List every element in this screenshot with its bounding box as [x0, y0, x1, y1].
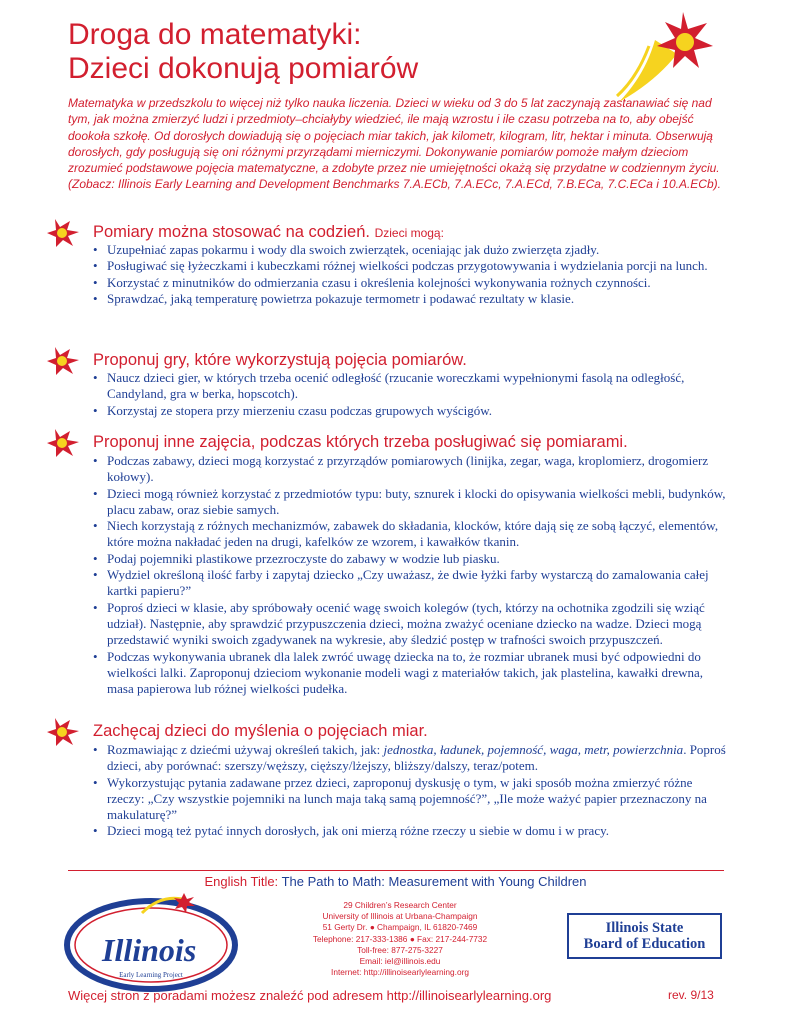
section-subtitle: Dzieci mogą:	[374, 226, 444, 240]
section-title	[93, 721, 428, 741]
list-item: • Podczas wykonywania ubranek dla lalek zwróć uwagę dziecka na to, że rozmiar ubranek musi być odpowiedni do wielkości lalki. Zaproponuj dzieciom wykonanie modeli wagi z materiałów takich, jak plastelina, kawałki drewna, masa papierowa lub różnej wielkości pudełka.	[93, 649, 729, 698]
list-item: • Posługiwać się łyżeczkami i kubeczkami różnej wielkości podczas przygotowywania i wydzielania porcji na lunch.	[93, 258, 729, 274]
contact-info	[290, 900, 510, 978]
list-item: • Podczas zabawy, dzieci mogą korzystać z przyrządów pomiarowych (linijka, zegar, waga, kroplomierz, drogomierz kołowy).	[93, 453, 729, 486]
bullet-list	[93, 453, 729, 697]
isbe-logo	[567, 913, 722, 959]
list-item: • Naucz dzieci gier, w których trzeba ocenić odległość (rzucanie woreczkami wypełnionymi fasolą na odległość, Candyland, gra w berka, hopscotch).	[93, 370, 729, 403]
star-icon	[46, 717, 80, 747]
star-icon	[46, 218, 80, 248]
contact-line: Telephone: 217-333-1386 ● Fax: 217-244-7732	[312, 933, 488, 944]
more-pages-link[interactable]: Więcej stron z poradami możesz znaleźć pod adresem http://illinoisearlylearning.org	[68, 988, 552, 1003]
contact-line: 29 Children’s Research Center	[343, 900, 457, 910]
list-item: • Poproś dzieci w klasie, aby spróbowały ocenić wagę swoich kolegów (tych, którzy na ochotnika zgodzili się wziąć udział). Następnie, aby sprawdzić przypuszczenia dzieci, można zważyć oceniane dziecko na wadze. Dzieci mogą przedstawić wyniki swoich zgadywanek na wykresie, aby śledzić postęp w trafności swoich przypuszczeń.	[93, 600, 729, 649]
list-item: • Korzystać z minutników do odmierzania czasu i określenia kolejności wykonywania rożnych czynności.	[93, 275, 729, 291]
section-heading: Pomiary można stosować na codzień.	[93, 223, 370, 241]
star-icon	[46, 346, 80, 376]
bullet-list	[93, 370, 729, 419]
star-icon	[46, 428, 80, 458]
english-title	[0, 874, 791, 889]
contact-email[interactable]: Email: iel@illinois.edu	[359, 956, 441, 967]
page-title-line1: Droga do matematyki:	[68, 18, 362, 51]
contact-line: University of Illinois at Urbana-Champaign	[322, 911, 478, 922]
illinois-early-learning-logo	[62, 893, 240, 995]
list-item: • Podaj pojemniki plastikowe przezroczyste do zabawy w wodzie lub piasku.	[93, 551, 729, 567]
logo-word: Illinois	[102, 932, 197, 968]
section-title	[93, 350, 467, 370]
revision-label: rev. 9/13	[668, 988, 714, 1002]
bullet-list	[93, 242, 729, 307]
list-item	[93, 742, 729, 775]
list-item-text: . Poproś dzieci, aby porównać: szerszy/węższy, cięższy/lżejszy, bliższy/dalszy, teraz/potem.	[107, 742, 726, 774]
section-heading: Proponuj gry, które wykorzystują pojęcia pomiarów.	[93, 351, 467, 369]
list-item: • Dzieci mogą też pytać innych dorosłych, jak oni mierzą różne rzeczy u siebie w domu i w pracy.	[93, 823, 729, 839]
list-item: • Wykorzystując pytania zadawane przez dzieci, zaproponuj dyskusję o tym, w jaki sposób można zmierzyć różne rzeczy: „Czy wszystkie pojemniki na lunch maja taką samą pojemność?”, „Ile może ważyć papier przeznaczony na makulaturę?”	[93, 775, 729, 824]
section-title	[93, 432, 628, 452]
english-title-text: The Path to Math: Measurement with Young Children	[281, 874, 587, 889]
contact-line: 51 Gerty Dr. ● Champaign, IL 61820-7469	[322, 922, 478, 933]
list-item-emphasis: jednostka, ładunek, pojemność, waga, metr, powierzchnia	[383, 742, 684, 757]
list-item: • Dzieci mogą również korzystać z przedmiotów typu: buty, sznurek i klocki do opisywania wielkości mebli, budynków, placu zabaw, oraz siebie samych.	[93, 486, 729, 519]
contact-line: Toll-free: 877-275-3227	[357, 944, 443, 955]
logo-subtitle: Early Learning Project	[119, 971, 183, 979]
list-item: • Wydziel określoną ilość farby i zapytaj dziecko „Czy uważasz, że dwie łyżki farby wystarczą do zamalowania całej kartki papieru?”	[93, 567, 729, 600]
list-item-text: Rozmawiając z dziećmi używaj określeń takich, jak:	[107, 742, 384, 757]
list-item: • Korzystaj ze stopera przy mierzeniu czasu podczas grupowych wyścigów.	[93, 403, 729, 419]
contact-website[interactable]: Internet: http://illinoisearlylearning.org	[331, 967, 469, 978]
section-title	[93, 222, 444, 243]
english-title-label: English Title:	[204, 874, 279, 889]
footer-divider	[68, 870, 724, 871]
section-heading: Proponuj inne zajęcia, podczas których trzeba posługiwać się pomiarami.	[93, 433, 628, 451]
list-item: • Niech korzystają z różnych mechanizmów, zabawek do składania, klocków, które dają się ze sobą łączyć, elementów, które można nakładać jeden na drugi, kafelków ze wzorem, i kawałków tkanin.	[93, 518, 729, 551]
list-item: • Uzupełniać zapas pokarmu i wody dla swoich zwierzątek, oceniając jak dużo zwierzęta zjadły.	[93, 242, 729, 258]
list-item: • Sprawdzać, jaką temperaturę powietrza pokazuje termometr i podawać rezultaty w klasie.	[93, 291, 729, 307]
bullet-list	[93, 742, 729, 840]
isbe-line2: Board of Education	[583, 936, 706, 952]
isbe-line1: Illinois State	[605, 920, 684, 936]
section-heading: Zachęcaj dzieci do myślenia o pojęciach miar.	[93, 722, 428, 740]
page-title-line2: Dzieci dokonują pomiarów	[68, 52, 419, 85]
page-title	[68, 18, 628, 86]
intro-paragraph: Matematyka w przedszkolu to więcej niż tylko nauka liczenia. Dzieci w wieku od 3 do 5 lat zaczynają zastanawiać się nad tym, jak można zmierzyć ludzi i przedmioty–chciałyby wiedzieć, ile mają wzrostu i ile czasu potrzeba na to, aby obejść dookoła szkołę. Od dorosłych dowiadują się o pojęciach miar takich, jak kilometr, kilogram, litr, hektar i minuta. Obserwują dorosłych, gdy posługują się oni różnymi przyrządami mierniczymi. Dokonywanie pomiarów pomoże małym dzieciom zrozumieć podstawowe pojęcia matematyczne, a zdobyte przez nie umiejętności okażą się przydatne w codziennym życiu. (Zobacz: Illinois Early Learning and Development Benchmarks 7.A.ECb, 7.A.ECc, 7.A.ECd, 7.B.ECa, 7.C.ECa i 10.A.ECb).	[68, 96, 721, 192]
